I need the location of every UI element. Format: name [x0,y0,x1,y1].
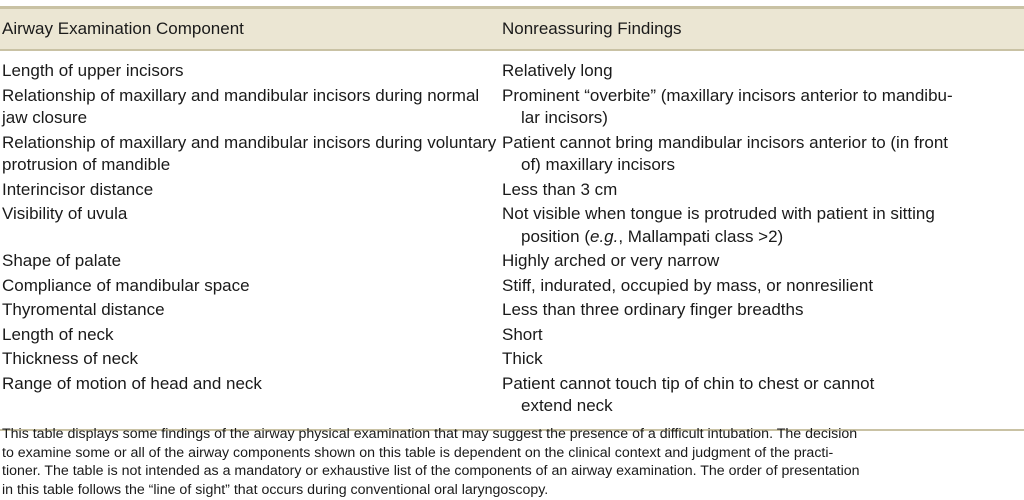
header-findings: Nonreassuring Findings [502,19,682,38]
cell-line: Range of motion of head and neck [2,373,262,393]
cell-line: Not visible when tongue is protruded with patient in sitting [502,204,935,223]
cell-line: of) maxillary incisors [521,155,675,174]
findings-cell [502,179,1024,202]
airway-exam-table [0,6,1024,431]
table-body [0,51,1024,424]
cell-line: Relationship of maxillary and mandibular incisors [2,132,371,152]
cell-line: Prominent “overbite” (maxillary incisors anterior to mandibu- [502,85,953,105]
cell-line: Thickness of neck [2,349,139,368]
cell-line: Compliance of mandibular space [2,275,250,295]
table-row [0,324,1024,347]
cell-line: Thyromental distance [2,300,165,319]
findings-cell [502,60,1024,83]
findings-cell [502,348,1024,371]
table-row [0,250,1024,273]
cell-line: Length of neck [2,324,114,344]
component-cell [0,132,502,177]
component-cell [0,179,502,202]
findings-cell [502,299,1024,322]
cell-line: Short [502,324,543,344]
cell-line-italic-eg: position (e.g., Mallampati class >2) [521,226,784,246]
component-cell [0,60,502,83]
component-cell [0,299,502,322]
table-row [0,299,1024,322]
table-row [0,132,1024,177]
header-component: Airway Examination Component [2,19,244,38]
findings-cell [502,373,1024,418]
table-row [0,179,1024,202]
table-row [0,348,1024,371]
cell-line: Length of upper incisors [2,61,184,80]
cell-line: Visibility of uvula [2,204,128,223]
table-row [0,85,1024,130]
cell-line: Less than 3 cm [502,179,618,199]
cell-line: Less than three ordinary finger breadths [502,300,804,319]
cell-line: Patient cannot bring mandibular incisors anterior to (in front [502,132,949,152]
findings-cell [502,132,1024,177]
footnote-line: tioner. The table is not intended as a mandatory or exhaustive list of the components of an airway examination. The order of presentation [2,463,860,480]
table-header-row [0,9,1024,49]
cell-line: extend neck [521,396,613,415]
table-row [0,373,1024,418]
table-row [0,203,1024,248]
component-cell [0,85,502,130]
table-row [0,60,1024,83]
cell-line: Relatively long [502,61,613,80]
findings-cell [502,275,1024,298]
cell-line: Shape of palate [2,251,122,270]
footnote-line: This table displays some findings of the airway physical examination that may suggest the presence of a difficult intubation. The decision [2,426,858,442]
cell-line: during normal jaw closure [2,85,480,127]
cell-line: Interincisor distance [2,179,154,199]
findings-cell [502,250,1024,273]
cell-line: Stiff, indurated, occupied by mass, or nonresilient [502,275,874,295]
cell-line: Highly arched or very narrow [502,251,720,270]
table-row [0,275,1024,298]
component-cell [0,203,502,248]
component-cell [0,324,502,347]
cell-line: lar incisors) [521,108,608,127]
cell-line: Relationship of maxillary and mandibular incisors [2,85,371,105]
component-cell [0,348,502,371]
cell-line: Thick [502,349,543,368]
findings-cell [502,85,1024,130]
cell-line: during voluntary protrusion of mandible [2,132,497,174]
component-cell [0,373,502,418]
findings-cell [502,203,1024,248]
component-cell [0,275,502,298]
footnote-line: to examine some or all of the airway components shown on this table is dependent on the clinical context and judgment of the practi- [2,444,834,461]
cell-line: Patient cannot touch tip of chin to chest or cannot [502,373,875,393]
findings-cell [502,324,1024,347]
footnote-line: in this table follows the “line of sight” that occurs during conventional oral laryngoscopy. [2,481,549,498]
table-footnote [0,425,1022,499]
component-cell [0,250,502,273]
